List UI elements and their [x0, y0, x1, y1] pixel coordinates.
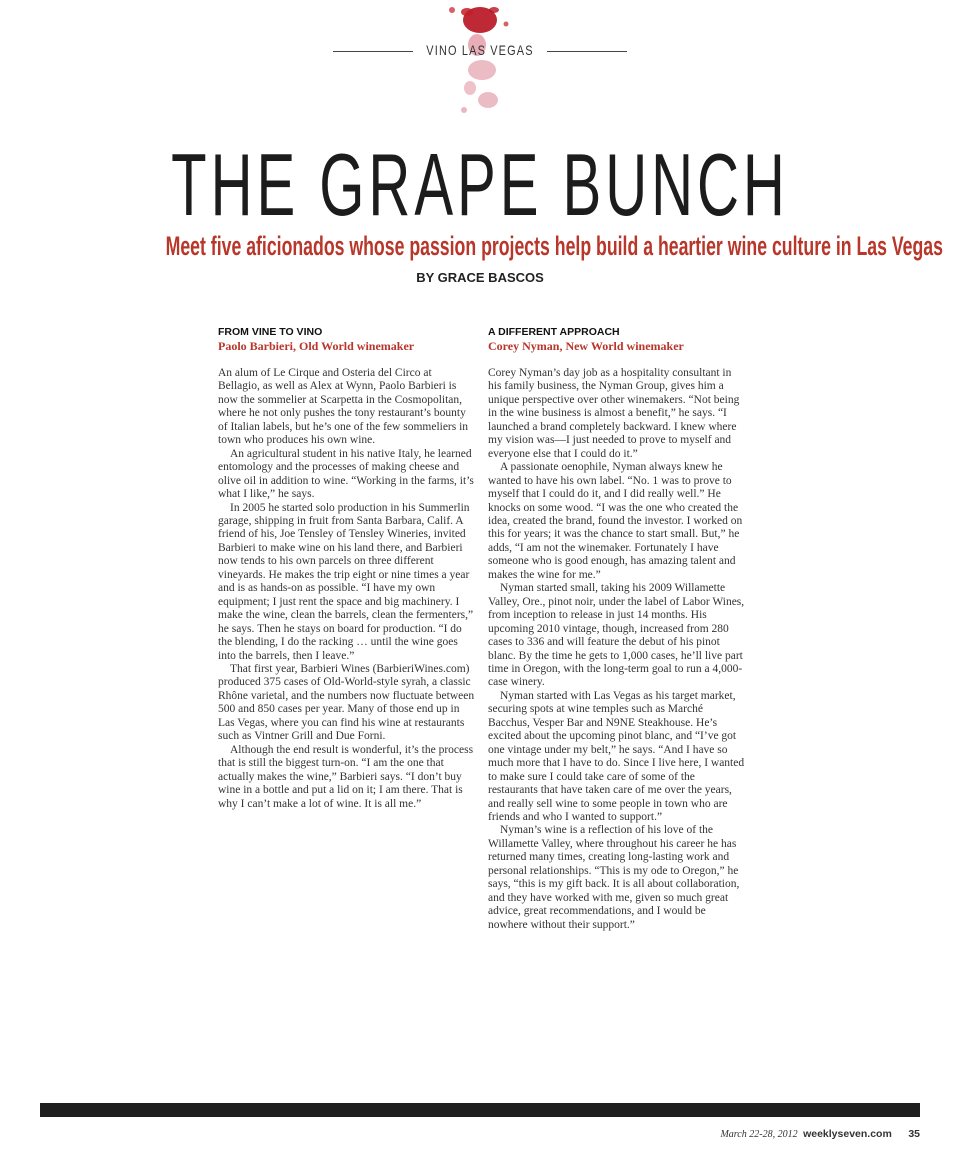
footer-bar	[40, 1103, 920, 1117]
left-column-subhead: Paolo Barbieri, Old World winemaker	[218, 339, 415, 353]
left-column	[218, 326, 476, 811]
body-paragraph: Although the end result is wonderful, it’s the process that is still the biggest turn-on. “I am the one that actually makes the wine,” Barbieri says. “I don’t buy wine in a bottle and put a lid on it; I am there. That is why I can’t make a lot of wine. It is all me.”	[218, 743, 474, 810]
body-paragraph: A passionate oenophile, Nyman always knew he wanted to have his own label. “No. 1 was to prove to myself that I could do it, and I did really well.” He knocks on some wood. “I was the one who created the idea, created the brand, found the investor. I worked on this for years; it was the chance to start small. But,” he adds, “I am not the winemaker. Fortunately I have someone who is good enough, has amazing talent and makes the wine for me.”	[488, 461, 743, 581]
body-paragraph: An alum of Le Cirque and Osteria del Circo at Bellagio, as well as Alex at Wynn, Paolo Barbieri is now the sommelier at Scarpetta in the Cosmopolitan, where he not only pushes the tony restaurant’s bounty of Italian labels, but he’s one of the few sommeliers in town who produces his own wine.	[218, 367, 469, 447]
issue-date: March 22-28, 2012	[720, 1129, 798, 1140]
kicker-rule-right	[547, 51, 627, 52]
body-paragraph: Corey Nyman’s day job as a hospitality consultant in his family business, the Nyman Group, gives him a unique perspective over other winemakers. “Not being in the wine business is almost a benefit,” he says. “I launched a brand completely backward. I knew where my vision was—I just needed to prove to myself and everyone else that I could do it.”	[488, 367, 740, 460]
right-column-kicker: A DIFFERENT APPROACH	[488, 326, 620, 338]
body-paragraph: Nyman started small, taking his 2009 Willamette Valley, Ore., pinot noir, under the label of Labor Wines, from inception to release in just 14 months. His upcoming 2010 vintage, though, increased from 280 cases to 336 and will feature the debut of his pinot blanc. By the time he gets to 1,000 cases, he’ll live part time in Oregon, with the long-term goal to run a 4,000-case winery.	[488, 582, 745, 689]
page-footer	[720, 1128, 920, 1140]
body-paragraph: Nyman started with Las Vegas as his target market, securing spots at wine temples such as Marché Bacchus, Vesper Bar and N9NE Steakhouse. He’s excited about the upcoming pinot blanc, and “I’ve got one vintage under my belt,” he says. “And I have so much more that I have to do. Since I live here, I wanted to make sure I could take care of some of the restaurants that have taken care of me over the years, and really sell wine to some people in town who are friends and who I wanted to support.”	[488, 689, 745, 823]
right-column	[488, 326, 746, 932]
section-kicker-row	[0, 40, 960, 64]
site-url: weeklyseven.com	[803, 1128, 892, 1140]
page-number: 35	[908, 1128, 920, 1140]
article-title: THE GRAPE BUNCH	[171, 135, 789, 234]
article-dek: Meet five aficionados whose passion projects help build a heartier wine culture in Las Vegas	[165, 231, 943, 261]
body-paragraph: An agricultural student in his native Italy, he learned entomology and the processes of making cheese and olive oil in addition to wine. “Working in the farms, it’s what I like,” he says.	[218, 447, 474, 501]
left-column-kicker: FROM VINE TO VINO	[218, 326, 323, 338]
body-paragraph: In 2005 he started solo production in his Summerlin garage, shipping in fruit from Santa Barbara, Calif. A friend of his, Joe Tensley of Tensley Wineries, invited Barbieri to make wine on his land there, and Barbieri now tends to his own parcels on three different vineyards. He makes the trip eight or nine times a year and is as hands-on as possible. “I have my own equipment; I just rent the space and big machinery. I make the wine, clean the barrels, clean the fermenters,” he says. Then he stays on board for production. “I do the blending, I do the racking … until the wine goes into the barrels, then I leave.”	[218, 501, 474, 662]
body-paragraph: Nyman’s wine is a reflection of his love of the Willamette Valley, where throughout his career he has returned many times, creating long-lasting work and personal relationships. “This is my ode to Oregon,” he says, “this is my gift back. It is all about collaboration, and they have worked with me, given so much great advice, great recommendations, and I would be nowhere without their support.”	[488, 824, 740, 931]
article-byline: BY GRACE BASCOS	[416, 270, 544, 285]
right-column-subhead: Corey Nyman, New World winemaker	[488, 339, 684, 353]
body-paragraph: That first year, Barbieri Wines (BarbieriWines.com) produced 375 cases of Old-World-style syrah, a classic Rhône varietal, and the numbers now fluctuate between 500 and 850 cases per year. Many of those end up in Las Vegas, where you can find his wine at restaurants such as Vintner Grill and Due Forni.	[218, 662, 475, 743]
section-kicker: VINO LAS VEGAS	[426, 42, 534, 58]
